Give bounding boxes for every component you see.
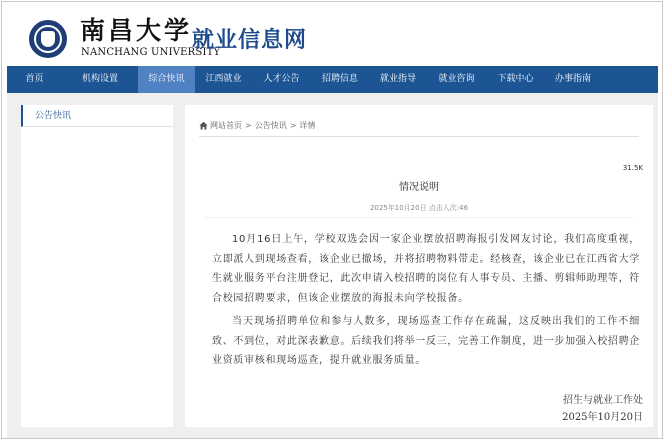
nav-item-talent-notice[interactable]: 人才公告 [263,74,300,84]
breadcrumb-separator: > [245,120,252,130]
nav-item-downloads[interactable]: 下载中心 [497,74,534,84]
nav-item-recruitment[interactable]: 招聘信息 [321,74,358,84]
article-signature: 招生与就业工作处 [563,395,643,406]
breadcrumb-separator: > [289,120,297,130]
view-count: 31.5K [622,164,643,172]
university-emblem-icon[interactable] [29,20,67,58]
article-title: 情况说明 [399,182,439,193]
content-area [7,93,658,438]
breadcrumb-section[interactable]: 公告快讯 [254,120,287,130]
breadcrumb-divider [199,136,639,137]
home-icon [199,121,208,130]
nav-item-home[interactable]: 首页 [25,74,44,84]
article-date: 2025年10月20日 [562,412,643,423]
university-name-cn: 南昌大学 [80,16,193,45]
nav-item-news[interactable]: 综合快讯 [138,66,195,93]
site-title: 就业信息网 [192,28,308,53]
site-header [2,2,662,65]
breadcrumb-current: 详情 [299,120,316,130]
meta-divider [205,217,633,218]
browser-page [1,1,663,439]
university-name-en: NANCHANG UNIVERSITY [81,47,221,58]
sidebar-item-announcements[interactable]: 公告快讯 [21,105,173,127]
nav-item-service-guide[interactable]: 办事指南 [554,74,591,84]
breadcrumb [199,118,315,132]
article-paragraph: 当天现场招聘单位和参与人数多，现场巡查工作存在疏漏，这反映出我们的工作不细致、不到位，对此深表歉意。后续我们将举一反三，完善工作制度，进一步加强入校招聘企业资质审核和现场巡查，提升就业服务质量。 [212,316,640,367]
article-meta: 2025年10月20日 点击人次:46 [369,204,469,212]
nav-item-jiangxi-employment[interactable]: 江西就业 [205,74,242,84]
article-signature-block [562,392,643,426]
breadcrumb-home[interactable]: 网站首页 [210,120,242,130]
sidebar [21,105,173,427]
article-paragraph: 10月16日上午，学校双选会因一家企业摆放招聘海报引发网友讨论，我们高度重视，立即派人到现场查看，该企业已撤场，并将招聘物料带走。经核查，该企业已在江西省大学生就业服务平台注册登记，此次申请入校招聘的岗位有人事专员、主播、剪辑师助理等，符合校园招聘要求，但该企业摆放的海报未向学校报备。 [212,234,640,304]
nav-item-career-guidance[interactable]: 就业指导 [379,74,416,84]
nav-item-organization[interactable]: 机构设置 [81,74,118,84]
article-panel [185,105,653,427]
main-nav [7,66,658,93]
nav-item-consultation[interactable]: 就业咨询 [438,74,475,84]
